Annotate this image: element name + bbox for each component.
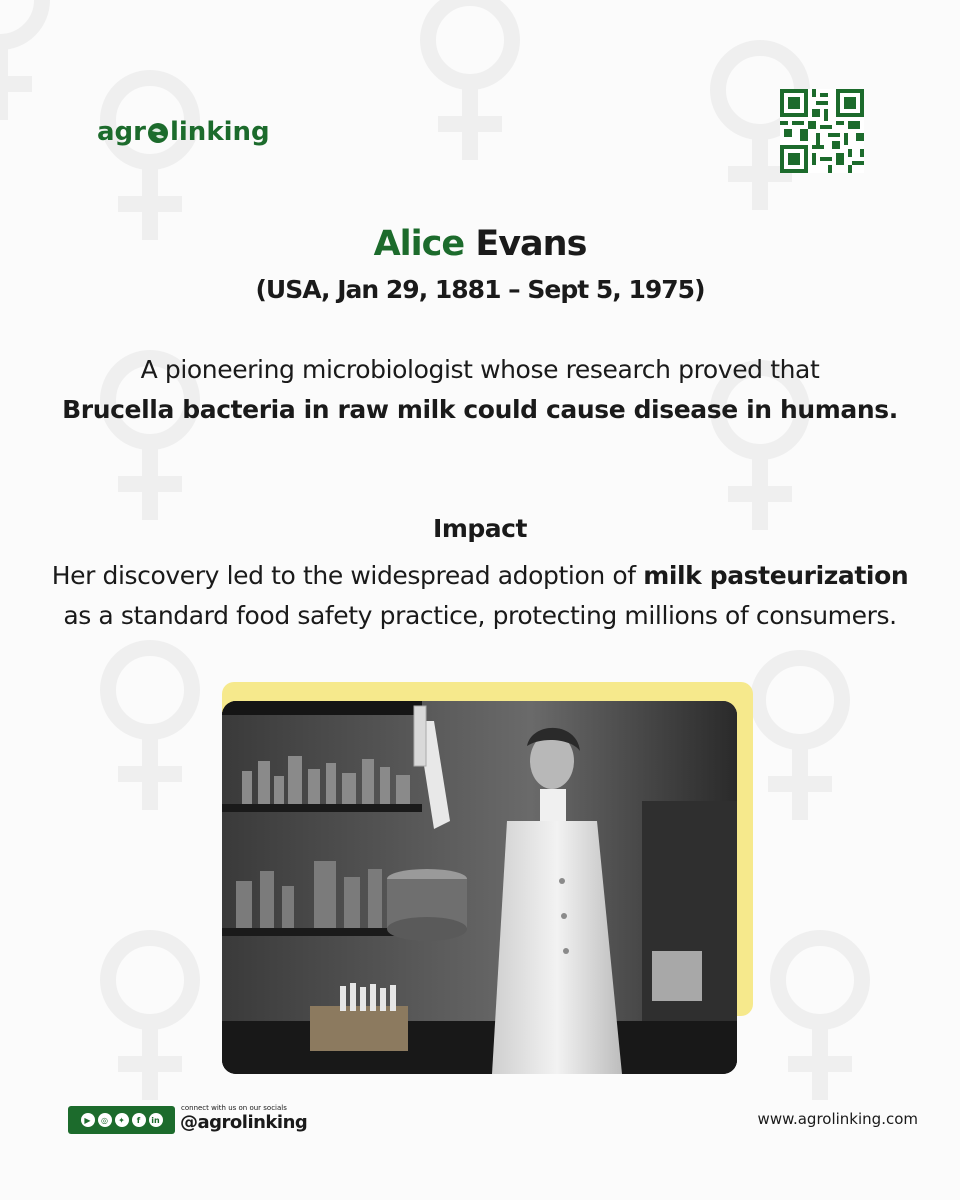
person-name	[0, 224, 960, 264]
impact-text-after: as a standard food safety practice, protecting millions of consumers.	[63, 601, 897, 630]
connect-text: connect with us on our socials	[181, 1104, 287, 1112]
globe-icon	[147, 122, 169, 144]
historical-lab-photo	[222, 701, 737, 1074]
logo-text-left: agr	[97, 117, 146, 147]
website-link[interactable]: www.agrolinking.com	[757, 1110, 918, 1128]
youtube-icon[interactable]: ▶	[81, 1113, 95, 1127]
facebook-icon[interactable]: f	[132, 1113, 146, 1127]
linkedin-icon[interactable]: in	[149, 1113, 163, 1127]
twitter-icon[interactable]: ✦	[115, 1113, 129, 1127]
impact-text-bold: milk pasteurization	[643, 561, 909, 590]
description	[60, 350, 900, 430]
instagram-icon[interactable]: ◎	[98, 1113, 112, 1127]
impact-text-before: Her discovery led to the widespread adoption of	[51, 561, 644, 590]
qr-code-icon[interactable]	[780, 89, 864, 173]
impact-text	[50, 556, 910, 636]
social-handle[interactable]: @agrolinking	[180, 1112, 308, 1133]
first-name: Alice	[373, 224, 465, 264]
lab-scene-illustration	[222, 701, 737, 1074]
agrolinking-logo	[97, 112, 270, 152]
life-dates: (USA, Jan 29, 1881 – Sept 5, 1975)	[255, 275, 705, 304]
social-icons-bar	[68, 1106, 175, 1134]
last-name: Evans	[475, 224, 587, 264]
description-lead: A pioneering microbiologist whose research proved that	[140, 355, 820, 384]
description-bold: Brucella bacteria in raw milk could cause disease in humans.	[62, 395, 898, 424]
logo-text-right: linking	[169, 117, 270, 147]
impact-heading: Impact	[433, 514, 527, 543]
